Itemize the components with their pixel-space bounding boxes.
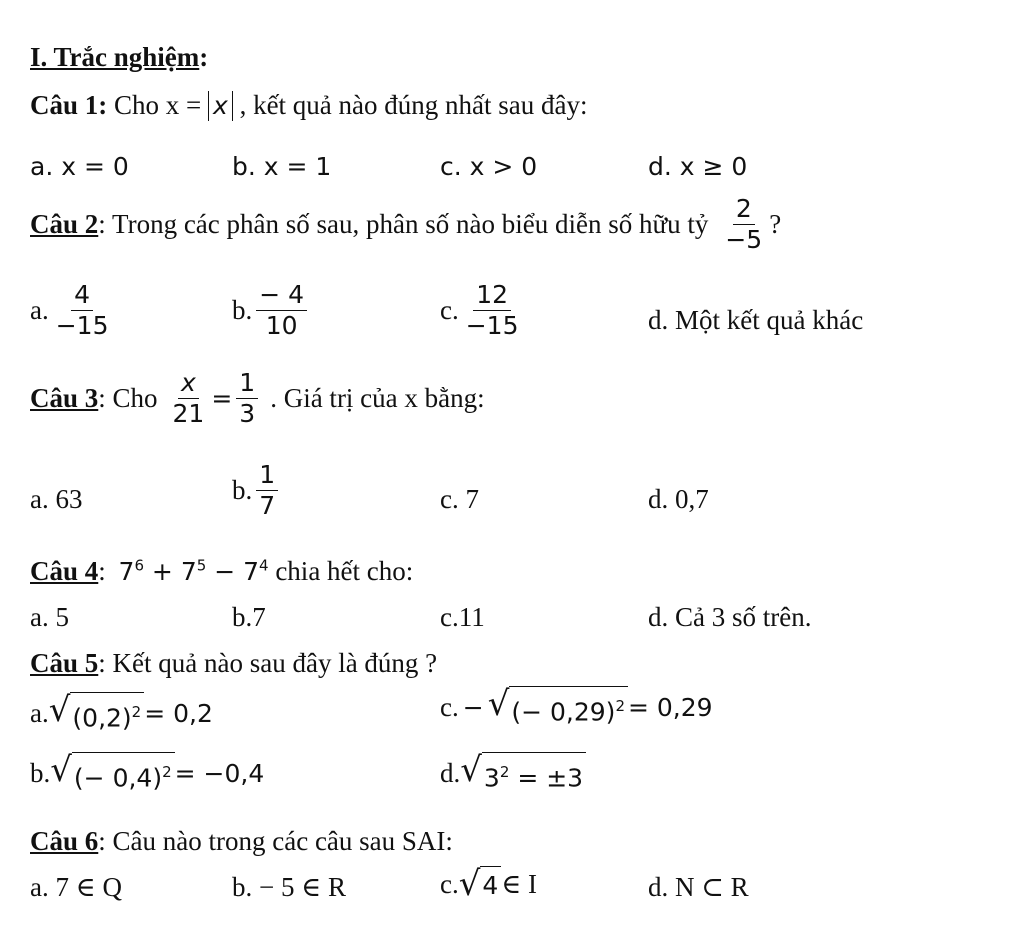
q5-c-minus: − [462, 693, 484, 723]
q4-option-d: d. Cả 3 số trên. [648, 602, 812, 632]
q3-option-d: d. 0,7 [648, 484, 709, 514]
q4-option-c: c.11 [440, 602, 485, 632]
q3-equals: = [211, 384, 233, 414]
q5-c-prefix: c. [440, 692, 459, 723]
question-5-label: Câu 5 [30, 648, 99, 678]
question-5 [30, 648, 437, 679]
question-1-label: Câu 1: [30, 90, 108, 120]
question-4-post: chia hết cho: [268, 556, 414, 586]
q1-option-b: b. x = 1 [232, 152, 332, 181]
q2-c-den: −15 [465, 311, 519, 341]
q5-option-b [30, 752, 264, 795]
q2-fraction [722, 196, 765, 254]
q6-option-c [440, 866, 537, 903]
q3-f1-num: x [178, 370, 199, 399]
sqrt-icon: √ [50, 750, 72, 790]
sqrt-icon: √ [460, 750, 482, 790]
q5-b-prefix: b. [30, 758, 51, 789]
question-3-post: . Giá trị của x bằng: [270, 383, 485, 414]
question-6 [30, 826, 453, 857]
section-title-text: I. Trắc nghiệm [30, 42, 200, 72]
q2-option-b [232, 282, 311, 340]
question-3-label: Câu 3 [30, 383, 99, 414]
section-title-colon: : [199, 42, 209, 72]
q5-d-rhs: = ±3 [509, 763, 584, 793]
q2-option-c [440, 282, 526, 340]
q2-option-a-prefix: a. [30, 295, 49, 326]
q3-option-c: c. 7 [440, 484, 479, 514]
question-2-text: : Trong các phân số sau, phân số nào biểu diễn số hữu tỷ [98, 209, 709, 240]
q5-c-rhs: = 0,29 [627, 693, 713, 723]
question-3-pre: : Cho [98, 383, 158, 414]
question-2-label: Câu 2 [30, 209, 99, 240]
abs-value-x [208, 91, 233, 121]
q5-option-a [30, 692, 213, 735]
question-1 [30, 90, 587, 121]
q2-option-d: d. Một kết quả khác [648, 305, 864, 335]
q1-option-c: c. x > 0 [440, 152, 538, 181]
q2-c-num: 12 [473, 282, 511, 311]
q5-a-prefix: a. [30, 698, 49, 729]
q4-exp-3: 4 [259, 556, 269, 575]
q5-option-d [440, 752, 586, 795]
q5-d-radicand: 3 [483, 763, 500, 793]
q4-expression [119, 557, 269, 586]
question-5-text: : Kết quả nào sau đây là đúng ? [98, 648, 438, 678]
q6-option-a: a. 7 ∈ Q [30, 872, 122, 902]
q5-c-sqrt [488, 686, 628, 729]
question-4 [30, 556, 413, 587]
question-6-text: : Câu nào trong các câu sau SAI: [98, 826, 453, 856]
q5-a-sqrt [49, 692, 144, 735]
q1-option-d: d. x ≥ 0 [648, 152, 748, 181]
sqrt-icon: √ [487, 684, 510, 724]
q4-base-3: − 7 [206, 557, 260, 586]
q3-f1-den: 21 [172, 399, 205, 429]
q3-option-b [232, 462, 282, 520]
q5-c-exp: 2 [615, 697, 625, 715]
q3-f2-den: 3 [239, 399, 256, 429]
q2-end: ? [769, 209, 782, 240]
q5-option-c [440, 686, 713, 729]
q2-option-c-frac [463, 282, 522, 340]
section-title [30, 42, 208, 73]
q4-base-1: 7 [118, 557, 135, 586]
q5-b-radicand: (− 0,4) [73, 763, 163, 793]
question-2 [30, 196, 781, 254]
q6-c-radicand: 4 [480, 866, 501, 903]
q5-d-sqrt [460, 752, 586, 795]
q6-c-sqrt [459, 866, 502, 903]
q2-option-c-prefix: c. [440, 295, 459, 326]
question-6-label: Câu 6 [30, 826, 99, 856]
q2-frac-num: 2 [733, 196, 755, 225]
abs-arg: x [213, 91, 228, 120]
sqrt-icon: √ [48, 690, 71, 730]
q3-option-a: a. 63 [30, 484, 83, 514]
q3-fraction-1-3 [236, 370, 258, 428]
q6-c-rhs: ∈ I [501, 869, 538, 899]
q2-option-b-frac [256, 282, 307, 340]
question-3 [30, 370, 485, 428]
q4-exp-2: 5 [196, 556, 207, 575]
q6-option-d: d. N ⊂ R [648, 872, 749, 902]
question-1-pre: Cho x = [114, 90, 209, 120]
question-4-label: Câu 4 [30, 556, 99, 586]
q5-b-sqrt [50, 752, 174, 795]
q6-option-b: b. − 5 ∈ R [232, 872, 346, 902]
q2-a-num: 4 [71, 282, 93, 311]
q3-option-b-prefix: b. [232, 475, 253, 506]
q2-b-num: − 4 [256, 282, 307, 311]
question-4-colon: : [98, 556, 106, 586]
q5-b-exp: 2 [162, 763, 172, 781]
q3-option-b-frac [256, 462, 278, 520]
q2-frac-den: −5 [725, 225, 763, 255]
q5-a-rhs: = 0,2 [144, 699, 213, 729]
q5-b-rhs: = −0,4 [174, 759, 265, 789]
q4-exp-1: 6 [134, 556, 144, 575]
q5-d-exp: 2 [499, 763, 510, 781]
q6-c-prefix: c. [440, 869, 459, 899]
q5-d-prefix: d. [440, 758, 461, 789]
q2-a-den: −15 [55, 311, 109, 341]
q5-a-radicand: (0,2) [72, 703, 132, 733]
q3-fraction-x-21 [170, 370, 208, 428]
q4-option-b: b.7 [232, 602, 266, 632]
question-1-post: , kết quả nào đúng nhất sau đây: [232, 90, 588, 120]
sqrt-icon: √ [458, 864, 481, 904]
q5-a-exp: 2 [131, 703, 142, 721]
q2-option-a [30, 282, 116, 340]
q3-b-num: 1 [256, 462, 278, 491]
q2-option-b-prefix: b. [232, 295, 253, 326]
q4-option-a: a. 5 [30, 602, 69, 632]
q3-b-den: 7 [259, 491, 276, 521]
q2-option-a-frac [53, 282, 112, 340]
q4-base-2: + 7 [143, 557, 197, 586]
q2-b-den: 10 [265, 311, 298, 341]
q5-c-radicand: (− 0,29) [511, 697, 616, 727]
q1-option-a: a. x = 0 [30, 152, 129, 181]
q3-f2-num: 1 [236, 370, 258, 399]
